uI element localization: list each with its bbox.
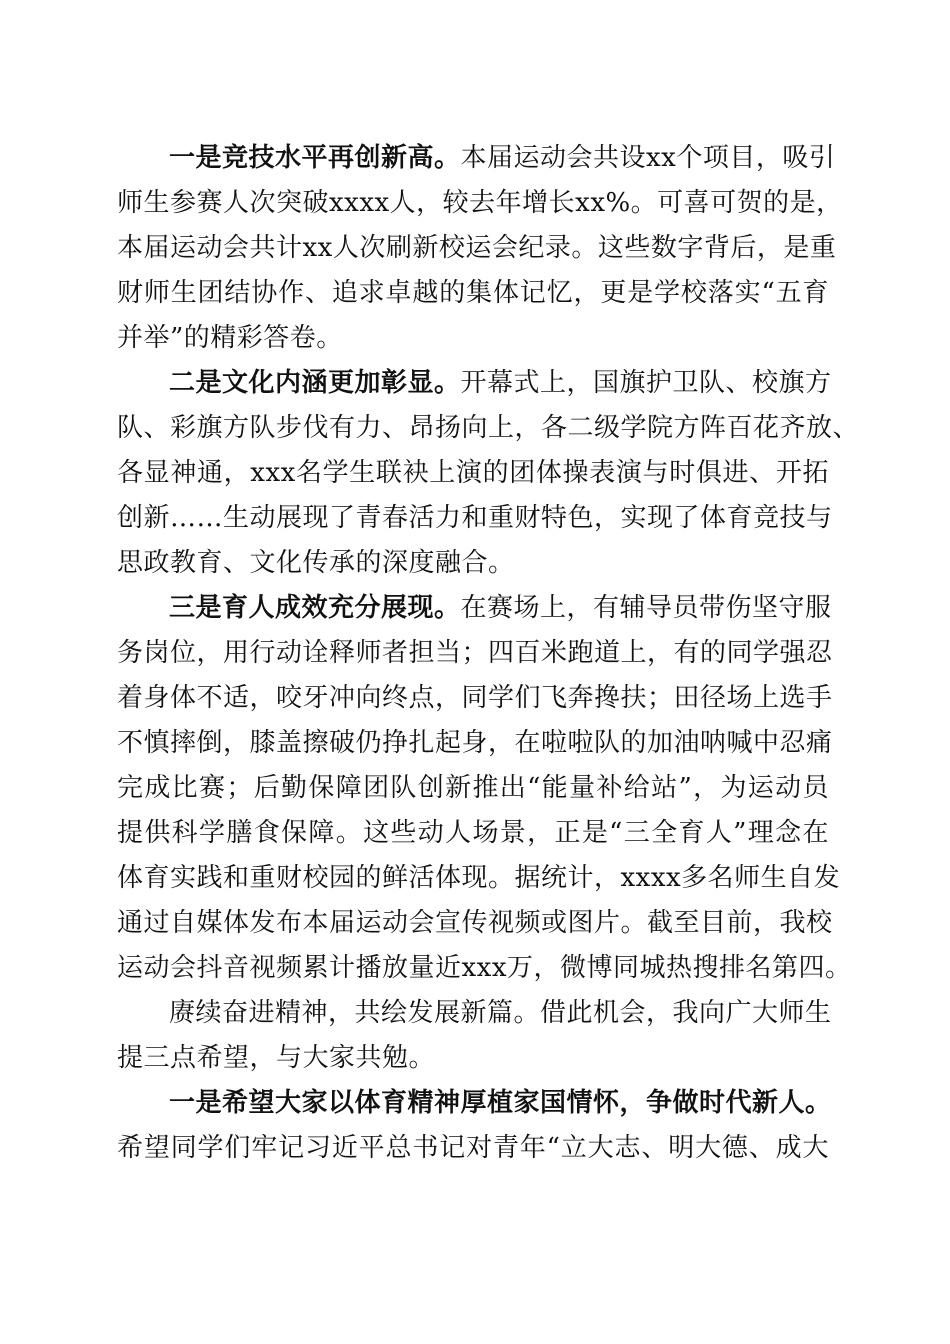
paragraph-line: [117, 1081, 832, 1126]
paragraph-2: [117, 361, 860, 586]
paragraph-line: 并举”的精彩答卷。: [117, 323, 343, 353]
paragraph-line: 三是育人成效充分展现。在赛场上，有辅导员带伤坚守服: [169, 593, 832, 623]
paragraph-line: 希望同学们牢记习近平总书记对青年“立大志、明大德、成大: [117, 1133, 829, 1163]
paragraph-lead: 一是希望大家以体育精神厚植家国情怀，争做时代新人。: [169, 1088, 832, 1118]
paragraph-line: 务岗位，用行动诠释师者担当；四百米跑道上，有的同学强忍: [117, 638, 833, 668]
paragraph-line: 队、彩旗方队步伐有力、昂扬向上，各二级学院方阵百花齐放、: [117, 413, 860, 443]
paragraph-line: 本届运动会共计xx人次刷新校运会纪录。这些数字背后，是重: [117, 233, 837, 263]
paragraph-line: 财师生团结协作、追求卓越的集体记忆，更是学校落实“五育: [117, 278, 829, 308]
document-page: [117, 136, 860, 1171]
paragraph-4: [117, 991, 832, 1081]
paragraph-line: 运动会抖音视频累计播放量近xxx万，微博同城热搜排名第四。: [117, 953, 852, 983]
paragraph-3: [117, 586, 852, 991]
paragraph-1: [117, 136, 843, 361]
paragraph-line: 赓续奋进精神，共绘发展新篇。借此机会，我向广大师生: [169, 998, 832, 1028]
paragraph-line: 提供科学膳食保障。这些动人场景，正是“三全育人”理念在: [117, 818, 829, 848]
paragraph-line: 完成比赛；后勤保障团队创新推出“能量补给站”，为运动员: [117, 773, 829, 803]
paragraph-line: 提三点希望，与大家共勉。: [117, 1043, 436, 1073]
paragraph-line: 不慎摔倒，膝盖擦破仍挣扎起身，在啦啦队的加油呐喊中忍痛: [117, 728, 833, 758]
paragraph-line: 创新……生动展现了青春活力和重财特色，实现了体育竞技与: [117, 503, 833, 533]
paragraph-line: 师生参赛人次突破xxxx人，较去年增长xx%。可喜可贺的是，: [117, 188, 843, 218]
paragraph-line: 各显神通，xxx名学生联袂上演的团体操表演与时俱进、开拓: [117, 458, 829, 488]
paragraph-line: 一是竞技水平再创新高。本届运动会共设xx个项目，吸引: [169, 143, 836, 173]
paragraph-5: [117, 1081, 832, 1171]
paragraph-lead: 三是育人成效充分展现。: [169, 593, 461, 623]
paragraph-line: 着身体不适，咬牙冲向终点，同学们飞奔搀扶；田径场上选手: [117, 683, 833, 713]
paragraph-line: 二是文化内涵更加彰显。开幕式上，国旗护卫队、校旗方: [169, 368, 832, 398]
paragraph-line: 思政教育、文化传承的深度融合。: [117, 548, 515, 578]
paragraph-line: 体育实践和重财校园的鲜活体现。据统计，xxxx多名师生自发: [117, 863, 841, 893]
paragraph-line: 通过自媒体发布本届运动会宣传视频或图片。截至目前，我校: [117, 908, 833, 938]
paragraph-lead: 一是竞技水平再创新高。: [169, 143, 461, 173]
paragraph-lead: 二是文化内涵更加彰显。: [169, 368, 461, 398]
